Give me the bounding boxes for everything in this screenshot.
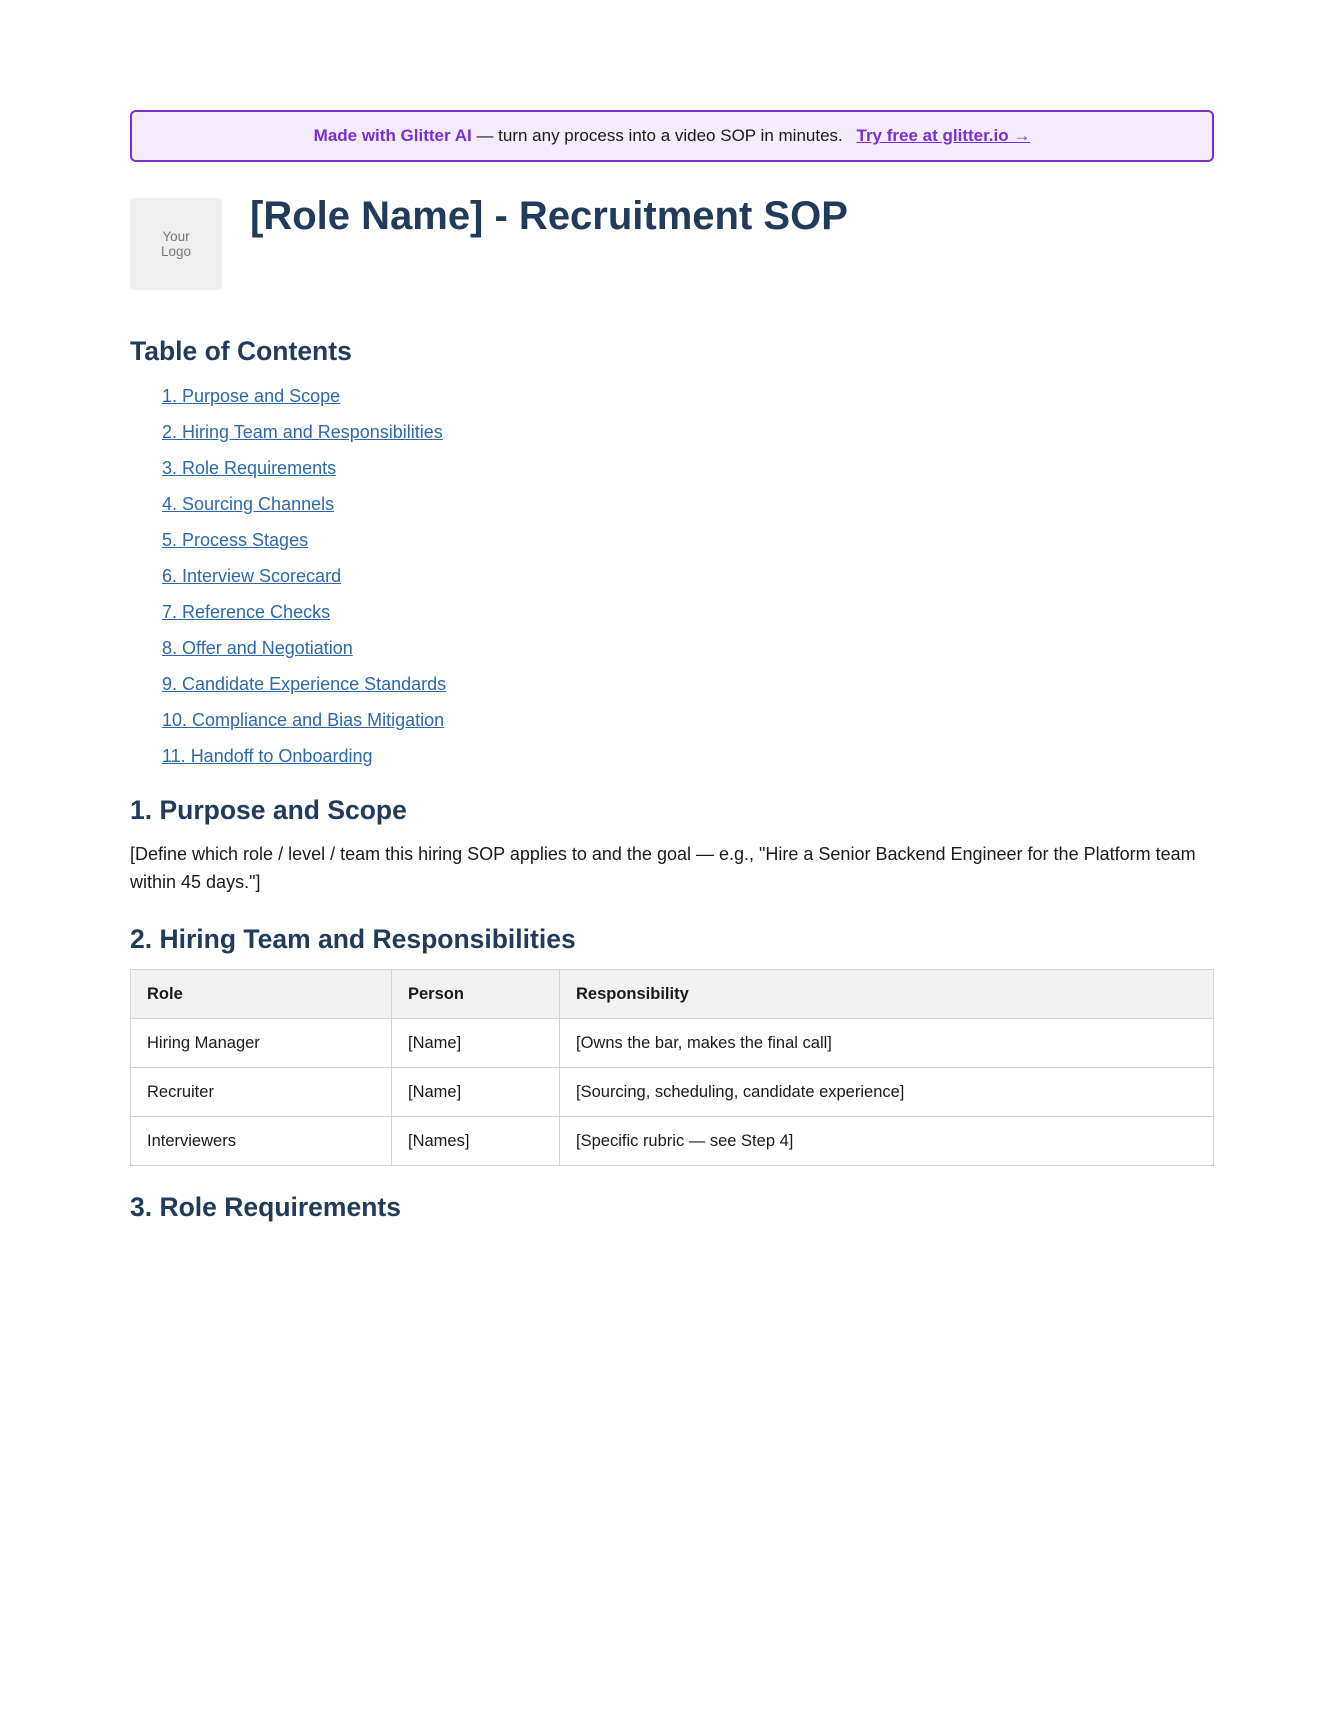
section-heading-role-requirements: 3. Role Requirements: [130, 1192, 401, 1222]
toc-item: [162, 601, 1214, 637]
toc-item: [162, 709, 1214, 745]
banner-text: — turn any process into a video SOP in minutes.: [476, 126, 843, 145]
table-cell: [Specific rubric — see Step 4]: [560, 1117, 1214, 1166]
table-cell: [Name]: [392, 1068, 560, 1117]
document-header: [130, 194, 1214, 290]
toc-link-process-stages[interactable]: 5. Process Stages: [162, 530, 309, 550]
toc-item: [162, 565, 1214, 601]
table-row: [131, 1117, 1214, 1166]
table-row: [131, 1068, 1214, 1117]
table-cell: Interviewers: [131, 1117, 392, 1166]
logo-line-2: Logo: [160, 244, 192, 259]
toc-link-compliance[interactable]: 10. Compliance and Bias Mitigation: [162, 710, 445, 730]
table-cell: [Owns the bar, makes the final call]: [560, 1019, 1214, 1068]
document-content: [130, 110, 1214, 1223]
toc-item: [162, 637, 1214, 673]
promo-banner: [130, 110, 1214, 162]
table-cell: [Names]: [392, 1117, 560, 1166]
toc-link-interview-scorecard[interactable]: 6. Interview Scorecard: [162, 566, 342, 586]
toc-item: [162, 385, 1214, 421]
toc-link-handoff[interactable]: 11. Handoff to Onboarding: [162, 746, 373, 766]
table-of-contents: [162, 385, 1214, 781]
document-title: [Role Name] - Recruitment SOP: [250, 194, 848, 238]
logo-placeholder: [130, 198, 222, 290]
hiring-team-table: [130, 969, 1214, 1166]
toc-link-reference-checks[interactable]: 7. Reference Checks: [162, 602, 331, 622]
toc-item: [162, 493, 1214, 529]
table-row: [131, 1019, 1214, 1068]
table-header-cell: Responsibility: [560, 970, 1214, 1019]
section-heading-hiring-team: 2. Hiring Team and Responsibilities: [130, 924, 576, 954]
toc-item: [162, 745, 1214, 781]
toc-item: [162, 421, 1214, 457]
toc-link-sourcing-channels[interactable]: 4. Sourcing Channels: [162, 494, 335, 514]
table-cell: [Sourcing, scheduling, candidate experience]: [560, 1068, 1214, 1117]
logo-line-1: Your: [162, 229, 190, 244]
table-cell: Hiring Manager: [131, 1019, 392, 1068]
toc-link-role-requirements[interactable]: 3. Role Requirements: [162, 458, 337, 478]
table-header-cell: Role: [131, 970, 392, 1019]
toc-item: [162, 457, 1214, 493]
toc-item: [162, 673, 1214, 709]
purpose-body: [Define which role / level / team this hiring SOP applies to and the goal — e.g., "Hire a Senior Backend Engineer for the Platform team within 45 days."]: [130, 844, 1196, 892]
toc-link-purpose[interactable]: 1. Purpose and Scope: [162, 386, 341, 406]
toc-link-hiring-team[interactable]: 2. Hiring Team and Responsibilities: [162, 422, 443, 442]
banner-brand: Made with Glitter AI: [313, 126, 472, 145]
toc-heading: Table of Contents: [130, 336, 352, 366]
banner-cta-link[interactable]: Try free at glitter.io →: [856, 126, 1031, 145]
toc-link-offer-negotiation[interactable]: 8. Offer and Negotiation: [162, 638, 353, 658]
table-cell: Recruiter: [131, 1068, 392, 1117]
toc-item: [162, 529, 1214, 565]
table-header-row: [131, 970, 1214, 1019]
section-heading-purpose: 1. Purpose and Scope: [130, 795, 407, 825]
table-header-cell: Person: [392, 970, 560, 1019]
table-cell: [Name]: [392, 1019, 560, 1068]
toc-link-candidate-experience[interactable]: 9. Candidate Experience Standards: [162, 674, 447, 694]
